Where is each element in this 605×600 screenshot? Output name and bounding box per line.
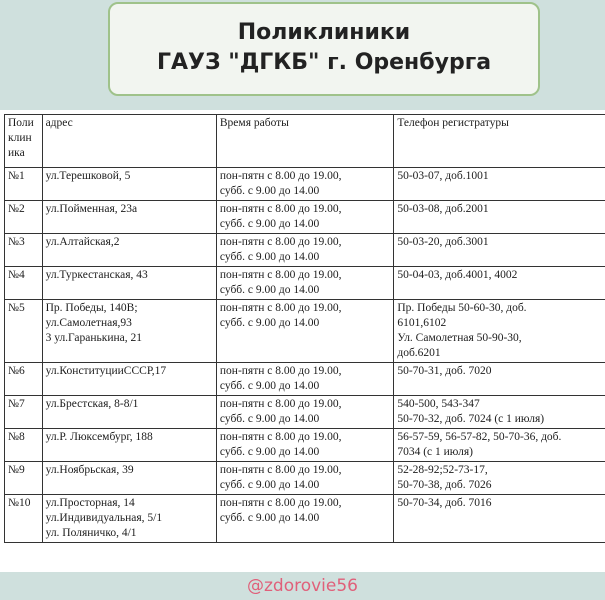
clinic-phone-line: 50-03-08, доб.2001 (397, 203, 489, 215)
clinic-phone-line: 50-70-32, доб. 7024 (с 1 июля) (397, 413, 545, 425)
clinic-address-line: ул.Самолетная,93 (45, 317, 132, 329)
clinic-address-line: ул. Поляничко, 4/1 (45, 527, 137, 539)
clinic-address (42, 234, 216, 267)
clinic-hours-line: субб. с 9.00 до 14.00 (219, 479, 320, 491)
clinic-hours (216, 234, 393, 267)
clinic-hours-line: пон-пятн с 8.00 до 19.00, (219, 497, 342, 509)
clinic-phone-line: Пр. Победы 50-60-30, доб. (397, 302, 527, 314)
clinic-phone-line: 540-500, 543-347 (397, 398, 480, 410)
clinic-hours-line: пон-пятн с 8.00 до 19.00, (219, 170, 342, 182)
clinic-address (42, 396, 216, 429)
clinic-address-line: ул.Терешковой, 5 (45, 170, 131, 182)
clinic-address-line: ул.Пойменная, 23а (45, 203, 138, 215)
clinic-phone (394, 234, 605, 267)
clinic-hours-line: субб. с 9.00 до 14.00 (219, 185, 320, 197)
clinic-address-line: 3 ул.Гаранькина, 21 (45, 332, 143, 344)
clinic-hours-line: субб. с 9.00 до 14.00 (219, 251, 320, 263)
clinic-address (42, 201, 216, 234)
clinic-phone-line: 50-03-07, доб.1001 (397, 170, 489, 182)
clinic-address (42, 363, 216, 396)
clinic-phone-line: 6101,6102 (397, 317, 447, 329)
clinic-address (42, 495, 216, 543)
clinic-number: №9 (5, 462, 43, 495)
clinic-phone-line: 50-03-20, доб.3001 (397, 236, 489, 248)
clinic-hours-line: субб. с 9.00 до 14.00 (219, 413, 320, 425)
table-row (5, 300, 605, 363)
clinic-number: №8 (5, 429, 43, 462)
header-hours: Время работы (216, 115, 393, 168)
clinic-phone (394, 363, 605, 396)
clinic-address-line: ул.Туркестанская, 43 (45, 269, 148, 281)
clinic-table (4, 114, 605, 543)
clinic-hours-line: пон-пятн с 8.00 до 19.00, (219, 302, 342, 314)
table-row (5, 429, 605, 462)
clinic-number: №2 (5, 201, 43, 234)
clinic-hours-line: пон-пятн с 8.00 до 19.00, (219, 203, 342, 215)
title-line-2: ГАУЗ "ДГКБ" г. Оренбурга (156, 50, 492, 75)
clinic-hours (216, 201, 393, 234)
header-phone: Телефон регистратуры (394, 115, 605, 168)
clinic-phone-line: 52-28-92;52-73-17, (397, 464, 488, 476)
clinic-hours (216, 429, 393, 462)
clinic-phone-line: 7034 (с 1 июля) (397, 446, 473, 458)
clinic-hours-line: пон-пятн с 8.00 до 19.00, (219, 431, 342, 443)
clinic-address-line: ул.Алтайская,2 (45, 236, 120, 248)
clinic-phone (394, 396, 605, 429)
clinic-hours-line: субб. с 9.00 до 14.00 (219, 317, 320, 329)
clinic-hours (216, 363, 393, 396)
clinic-hours-line: пон-пятн с 8.00 до 19.00, (219, 236, 342, 248)
table-row (5, 234, 605, 267)
clinic-phone-line: 50-04-03, доб.4001, 4002 (397, 269, 518, 281)
clinic-hours (216, 462, 393, 495)
table-row (5, 267, 605, 300)
clinic-number: №6 (5, 363, 43, 396)
clinic-hours-line: пон-пятн с 8.00 до 19.00, (219, 269, 342, 281)
clinic-hours (216, 495, 393, 543)
clinic-hours (216, 396, 393, 429)
clinic-phone (394, 168, 605, 201)
clinic-hours (216, 267, 393, 300)
clinic-address-line: ул.Индивидуальная, 5/1 (45, 512, 163, 524)
clinic-phone (394, 267, 605, 300)
clinic-phone-line: доб.6201 (397, 347, 441, 359)
table-row (5, 495, 605, 543)
clinic-address-line: ул.Ноябрьская, 39 (45, 464, 134, 476)
clinic-table-sheet (0, 110, 605, 572)
clinic-address (42, 300, 216, 363)
clinic-number: №7 (5, 396, 43, 429)
clinic-address-line: ул.Просторная, 14 (45, 497, 135, 509)
clinic-phone (394, 300, 605, 363)
clinic-number: №10 (5, 495, 43, 543)
clinic-hours-line: пон-пятн с 8.00 до 19.00, (219, 398, 342, 410)
clinic-phone (394, 201, 605, 234)
clinic-phone-line: 50-70-34, доб. 7016 (397, 497, 492, 509)
clinic-hours (216, 168, 393, 201)
table-row (5, 201, 605, 234)
title-line-1: Поликлиники (237, 20, 411, 45)
clinic-hours-line: пон-пятн с 8.00 до 19.00, (219, 464, 342, 476)
clinic-hours-line: субб. с 9.00 до 14.00 (219, 218, 320, 230)
clinic-address (42, 267, 216, 300)
clinic-phone-line: 50-70-31, доб. 7020 (397, 365, 492, 377)
table-row (5, 396, 605, 429)
clinic-hours-line: пон-пятн с 8.00 до 19.00, (219, 365, 342, 377)
table-row (5, 168, 605, 201)
clinic-number: №4 (5, 267, 43, 300)
clinic-hours-line: субб. с 9.00 до 14.00 (219, 284, 320, 296)
clinic-address-line: ул.КонституцииСССР,17 (45, 365, 167, 377)
clinic-address (42, 429, 216, 462)
clinic-hours (216, 300, 393, 363)
clinic-address-line: ул.Р. Люксембург, 188 (45, 431, 153, 443)
footer-handle: @zdorovie56 (246, 576, 358, 596)
clinic-phone (394, 429, 605, 462)
table-row (5, 363, 605, 396)
table-header-row (5, 115, 605, 168)
clinic-phone-line: 56-57-59, 56-57-82, 50-70-36, доб. (397, 431, 562, 443)
clinic-hours-line: субб. с 9.00 до 14.00 (219, 380, 320, 392)
clinic-hours-line: субб. с 9.00 до 14.00 (219, 446, 320, 458)
clinic-number: №5 (5, 300, 43, 363)
clinic-address-line: Пр. Победы, 140В; (45, 302, 138, 314)
clinic-phone (394, 462, 605, 495)
clinic-number: №3 (5, 234, 43, 267)
clinic-address (42, 168, 216, 201)
clinic-number: №1 (5, 168, 43, 201)
clinic-address (42, 462, 216, 495)
clinic-phone-line: 50-70-38, доб. 7026 (397, 479, 492, 491)
clinic-phone-line: Ул. Самолетная 50-90-30, (397, 332, 522, 344)
clinic-hours-line: субб. с 9.00 до 14.00 (219, 512, 320, 524)
table-row (5, 462, 605, 495)
header-address: адрес (42, 115, 216, 168)
clinic-phone (394, 495, 605, 543)
title-card (108, 2, 540, 96)
clinic-address-line: ул.Брестская, 8-8/1 (45, 398, 139, 410)
header-num: Поли клин ика (5, 115, 43, 168)
